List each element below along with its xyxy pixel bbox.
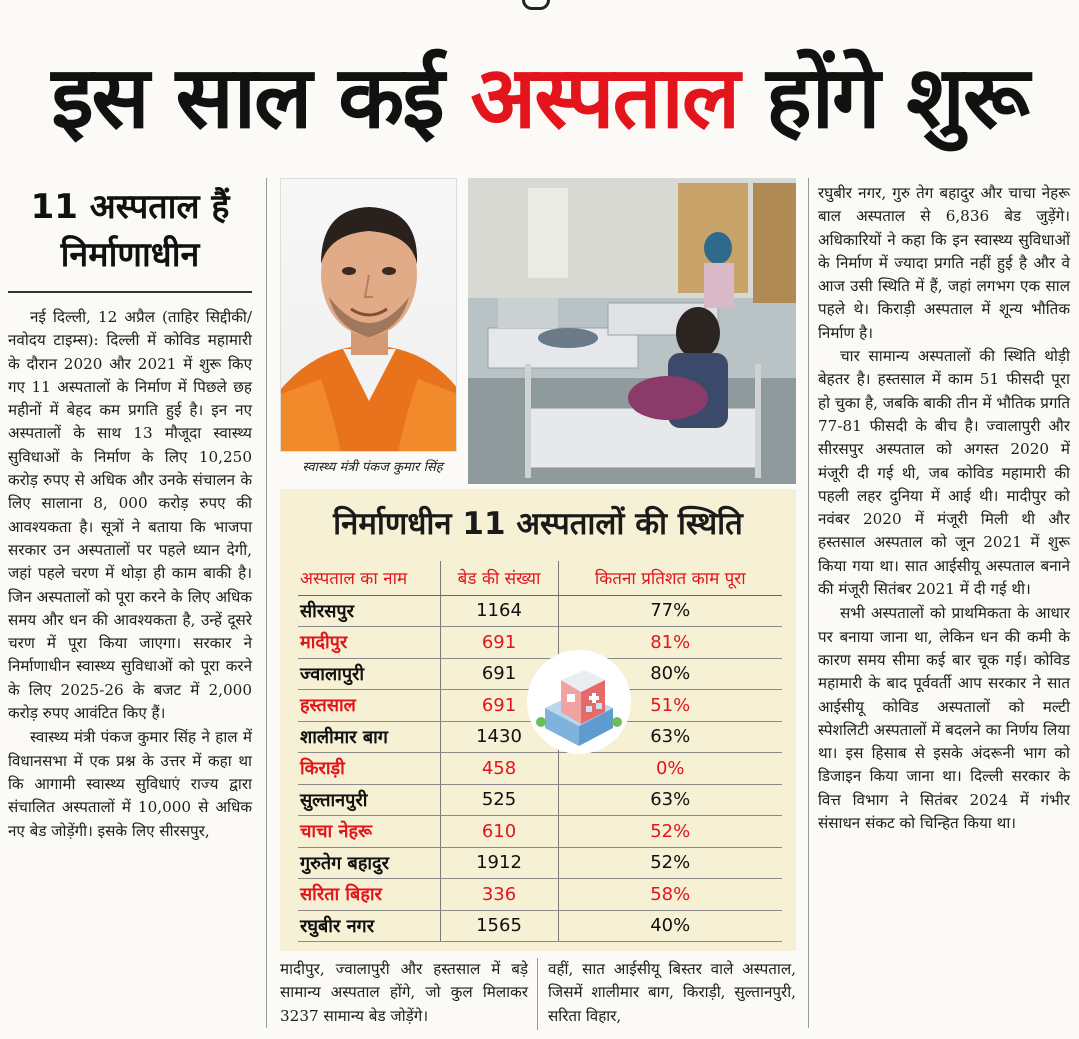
header-hospital-name: अस्पताल का नाम [298,561,440,595]
bed-count-cell: 1912 [440,847,558,879]
table-row [298,847,782,879]
hospital-name-cell: मादीपुर [298,627,440,659]
percent-cell: 52% [558,816,782,848]
article-column-2-bottom [280,958,528,1028]
minister-photo [280,178,457,452]
table-row [298,910,782,942]
column4-paragraph-3: सभी अस्पतालों को प्राथमिकता के आधार पर बनाया जाना था, लेकिन धन की कमी के कारण समय सीमा कई बार चूक गई। कोविड महामारी के बाद पूर्ववर्ती आप सरकार ने सात आईसीयू कोविड अस्पतालों को मल्टी स्पेशलिटी अस्पतालों में बदलने का निर्णय लिया था। इस हिसाब से इसके अंदरूनी भाग को डिजाइन किया जाना था। दिल्ली सरकार के वित्त विभाग ने सितंबर 2024 में गंभीर संसाधन संकट को चिन्हित किया था। [818,604,1070,833]
bed-count-cell: 1430 [440,721,558,753]
sub-headline [8,183,252,289]
header-percent-complete: कितना प्रतिशत काम पूरा [558,561,782,595]
bed-count-cell: 1565 [440,910,558,942]
top-ornament [522,0,550,10]
hospital-name-cell: किराड़ी [298,753,440,785]
bed-count-cell: 691 [440,658,558,690]
percent-cell: 0% [558,753,782,785]
column4-paragraph-2: चार सामान्य अस्पतालों की स्थिति थोड़ी बेहतर है। हस्तसाल में काम 51 फीसदी पूरा हो चुका है, जबकि बाकी तीन में भौतिक प्रगति 77-81 फीसदी के बीच है। ज्वालापुरी और सीरसपुर अस्पताल को अगस्त 2020 में मंजूरी दी गई थी, जब कोविड महामारी की पहली लहर दुनिया में आई थी। मादीपुर को नवंबर 2020 में मंजूरी मिली थी और हस्तसाल अस्पताल को जून 2021 में शुरू किया गया था। सात आईसीयू अस्पताल बनाने की मंजूरी सितंबर 2021 में दी गई थी। [818,347,1070,599]
hospital-name-cell: सुल्तानपुरी [298,784,440,816]
article-column-3-bottom [548,958,796,1028]
bed-count-cell: 525 [440,784,558,816]
hospital-name-cell: ज्वालापुरी [298,658,440,690]
table-row [298,816,782,848]
hospital-status-panel [280,489,796,951]
sub-headline-rule [8,291,252,293]
hospital-name-cell: रघुबीर नगर [298,910,440,942]
headline-part3: होंगे शुरू [766,48,1028,148]
sub-headline-line1: 11 अस्पताल हैं [30,187,230,227]
status-table-title: निर्माणधीन 11 अस्पतालों की स्थिति [333,506,743,542]
column3-bottom-paragraph: वहीं, सात आईसीयू बिस्तर वाले अस्पताल, जिसमें शालीमार बाग, किराड़ी, सुल्तानपुरी, सरिता विहार, [548,960,796,1025]
hospital-name-cell: चाचा नेहरू [298,816,440,848]
header-bed-count: बेड की संख्या [440,561,558,595]
column-divider [266,178,267,1028]
table-row [298,753,782,785]
percent-cell: 81% [558,627,782,659]
percent-cell: 80% [558,658,782,690]
hospital-name-cell: शालीमार बाग [298,721,440,753]
bed-count-cell: 458 [440,753,558,785]
column-divider [537,958,538,1030]
column1-paragraph-2: स्वास्थ्य मंत्री पंकज कुमार सिंह ने हाल में विधानसभा में एक प्रश्न के उत्तर में कहा था कि आगामी स्वास्थ्य सुविधाएं राज्य द्वारा संचालित अस्पतालों में 10,000 से अधिक नए बेड जोड़ेंगी। इसके लिए सीरसपुर, [8,728,252,840]
column2-bottom-paragraph: मादीपुर, ज्वालापुरी और हस्तसाल में बड़े सामान्य अस्पताल होंगे, जो कुल मिलाकर 3237 सामान्य बेड जोड़ेंगे। [280,960,528,1025]
percent-cell: 40% [558,910,782,942]
table-row [298,784,782,816]
percent-cell: 52% [558,847,782,879]
bed-count-cell: 610 [440,816,558,848]
bed-count-cell: 1164 [440,595,558,627]
percent-cell: 58% [558,879,782,911]
hospital-building-icon [527,650,631,754]
column1-paragraph-1: नई दिल्ली, 12 अप्रैल (ताहिर सिद्दीकी/ नवोदय टाइम्स): दिल्ली में कोविड महामारी के दौरान 2020 और 2021 में शुरू किए गए 11 अस्पतालों के निर्माण में पिछले छह महीनों में बेहद कम प्रगति हुई है। इन नए अस्पतालों के साथ 13 मौजूदा स्वास्थ्य सुविधाओं के निर्माण के लिए 10,250 करोड़ रुपए से अधिक और उनके संचालन के लिए सालाना 8, 000 करोड़ रुपए की आवश्यकता है। सूत्रों ने बताया कि भाजपा सरकार उन अस्पतालों पर पहले ध्यान देगी, जहां पहले चरण में थोड़ा ही काम बाकी है। जिन अस्पतालों को पूरा करने के लिए अधिक समय और धन की आवश्यकता है, उन्हें दूसरे चरण में पूरा किया जाएगा। सरकार ने निर्माणाधीन स्वास्थ्य सुविधाओं को पूरा करने के लिए 2025-26 के बजट में 2,000 करोड़ रुपए आवंटित किए हैं। [8,308,252,723]
minister-portrait-illustration [281,179,457,452]
table-row [298,595,782,627]
hospital-ward-illustration [468,178,796,484]
column4-paragraph-1: रघुबीर नगर, गुरु तेग बहादुर और चाचा नेहरू बाल अस्पताल से 6,836 बेड जुड़ेंगे। अधिकारियों ने कहा कि इन स्वास्थ्य सुविधाओं के निर्माण में ज्यादा प्रगति नहीं हुई है और वे आज उसी स्थिति में हैं, जहां लगभग एक साल पहले थे। किराड़ी अस्पताल में शून्य भौतिक निर्माण है। [818,184,1070,342]
percent-cell: 63% [558,721,782,753]
sub-headline-line2: निर्माणाधीन [60,235,200,275]
page-headline [0,38,1079,158]
headline-part2: अस्पताल [470,48,739,148]
percent-cell: 77% [558,595,782,627]
table-header-row [298,561,782,595]
column-divider [808,178,809,1028]
hospital-name-cell: सरिता बिहार [298,879,440,911]
article-column-4 [818,182,1070,835]
headline-part1: इस साल कई [51,48,443,148]
hospital-ward-photo [468,178,796,484]
table-row [298,879,782,911]
bed-count-cell: 691 [440,690,558,722]
hospital-name-cell: हस्तसाल [298,690,440,722]
bed-count-cell: 691 [440,627,558,659]
bed-count-cell: 336 [440,879,558,911]
hospital-name-cell: सीरसपुर [298,595,440,627]
hospital-name-cell: गुरुतेग बहादुर [298,847,440,879]
percent-cell: 51% [558,690,782,722]
percent-cell: 63% [558,784,782,816]
article-column-1 [8,306,252,843]
photo-caption: स्वास्थ्य मंत्री पंकज कुमार सिंह [302,460,443,475]
